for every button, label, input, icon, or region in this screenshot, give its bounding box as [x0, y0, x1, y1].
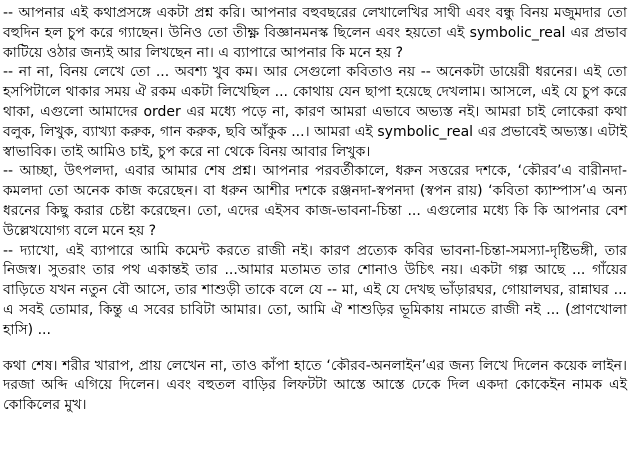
question-paragraph-2: -- আচ্ছা, উৎপলদা, এবার আমার শেষ প্রশ্ন। আপনার পরবর্তীকালে, ধরুন সত্তরের দশকে, ‘কৌরব’এ বারীনদা-কমলদা তো অনেক কাজ করেছেন। বা ধরুন আশীর দশকে রঞ্জনদা-স্বপনদা (স্বপন রায়) ‘কবিতা ক্যাম্পাস’এ অন্য ধরনের কিছু করার চেষ্টা করেছেন। তো, এদের এইসব কাজ-ভাবনা-চিন্তা ... এগুলোর মধ্যে কি কি আপনার বেশ উল্লেখযোগ্য বলে মনে হয় ?: [3, 163, 627, 239]
closing-paragraph: কথা শেষ। শরীর খারাপ, প্রায় লেখেন না, তাও কাঁপা হাতে ‘কৌরব-অনলাইন’এর জন্য লিখে দিলেন কয়েক লাইন। দরজা অব্দি এগিয়ে দিলেন। এবং বহুতল বাড়ির লিফটটা আস্তে আস্তে ঢেকে দিল একদা কোকেইন নামক এই কোকিলের মুখ।: [3, 357, 627, 414]
question-paragraph-1: -- আপনার এই কথাপ্রসঙ্গে একটা প্রশ্ন করি। আপনার বহুবছরের লেখালেখির সাথী এবং বন্ধু বিনয় মজুমদার তো বহুদিন হল চুপ করে গ্যাছেন। উনিও তো তীক্ষ্ণ বিজ্ঞানমনস্ক ছিলেন এবং হয়তো এই symbolic_real এর প্রভাব কাটিয়ে ওঠার জন্যই আর লিখছেন না। এ ব্যাপারে আপনার কি মনে হয় ?: [3, 5, 627, 61]
answer-paragraph-1: -- না না, বিনয় লেখে তো ... অবশ্য খুব কম। আর সেগুলো কবিতাও নয় -- অনেকটা ডায়েরী ধরনের। এই তো হসপিটালে থাকার সময় ঐ রকম একটা লিখেছিল ... কোথায় যেন ছাপা হয়েছে দেখলাম। আসলে, এই যে চুপ করে থাকা, এগুলো আমাদের order এর মধ্যে পড়ে না, কারণ আমরা এভাবে অভ্যস্ত নই। আমরা চাই লোকেরা কথা বলুক, লিখুক, ব্যাখ্যা করুক, গান করুক, ছবি আঁকুক ...। আমরা এই symbolic_real এর প্রভাবেই অভ্যস্ত। এটাই স্বাভাবিক। তাই আমিও চাই, চুপ করে না থেকে বিনয় আবার লিখুক।: [3, 64, 627, 160]
article-body: [3, 4, 627, 416]
answer-paragraph-2: -- দ্যাখো, এই ব্যাপারে আমি কমেন্ট করতে রাজী নই। কারণ প্রত্যেক কবির ভাবনা-চিন্তা-সমস্যা-দৃষ্টিভঙ্গী, তার নিজস্ব। সুতরাং তার পথ একান্তই তার ...আমার মতামত তার শোনাও উচিৎ নয়। একটা গল্প আছে ... গাঁয়ের বাড়িতে যখন নতুন বৌ আসে, তার শাশুড়ী তাকে বলে যে -- মা, এই যে দেখছ ভাঁড়ারঘর, গোয়ালঘর, রান্নাঘর ... এ সবই তোমার, কিন্তু এ সবের চাবিটা আমার। তো, আমি ঐ শাশুড়ির ভূমিকায় নামতে রাজী নই ... (প্রাণখোলা হাসি) ...: [3, 242, 627, 338]
